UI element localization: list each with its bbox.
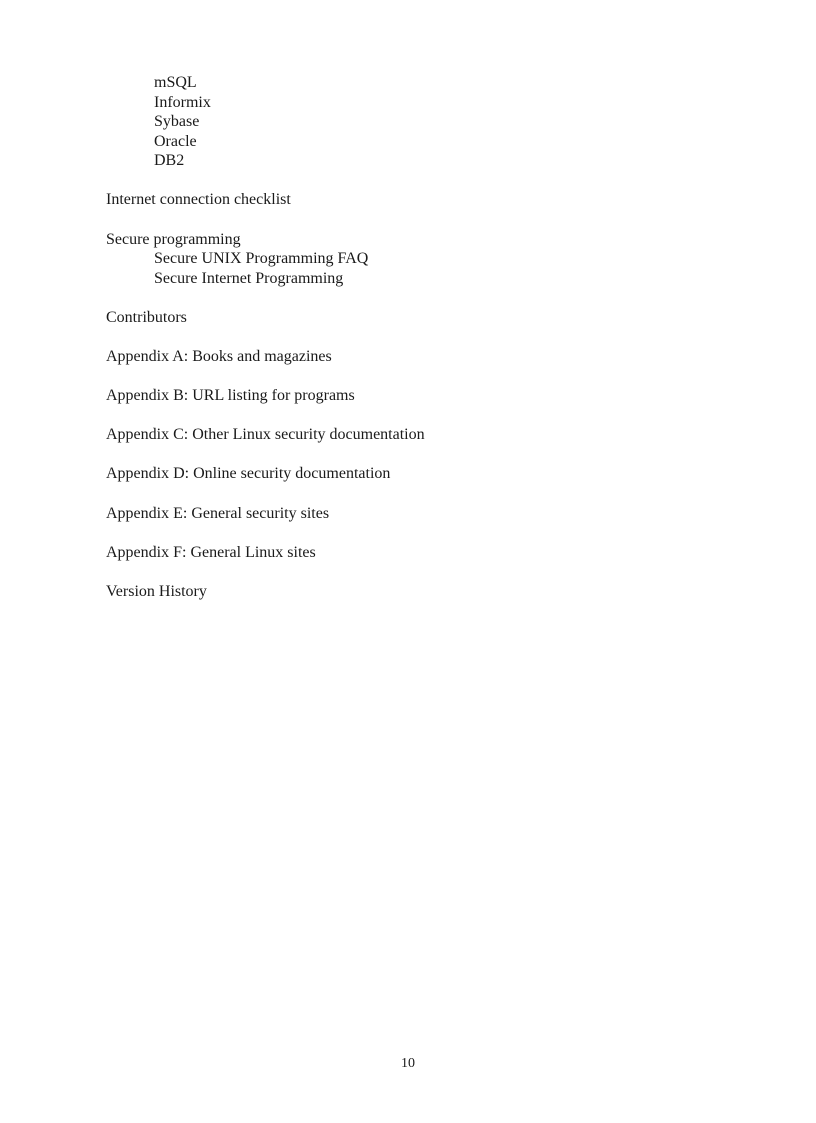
toc-item-appendix-f: Appendix F: General Linux sites <box>106 544 316 561</box>
toc-item-appendix-b: Appendix B: URL listing for programs <box>106 387 355 404</box>
toc-subitem-sybase: Sybase <box>154 113 200 130</box>
page-number: 10 <box>401 1056 415 1071</box>
toc-subitem-informix: Informix <box>154 94 211 111</box>
toc-item-appendix-d: Appendix D: Online security documentation <box>106 465 391 482</box>
toc-item-appendix-e: Appendix E: General security sites <box>106 505 330 522</box>
toc-item-appendix-a: Appendix A: Books and magazines <box>106 348 332 365</box>
toc-subitem-db2: DB2 <box>154 152 185 169</box>
toc-item-version-history: Version History <box>106 583 207 600</box>
toc-item-appendix-c: Appendix C: Other Linux security documentation <box>106 426 425 443</box>
toc-item-secure-programming: Secure programming <box>106 231 241 248</box>
toc-item-contributors: Contributors <box>106 309 187 326</box>
toc-item-internet-checklist: Internet connection checklist <box>106 191 291 208</box>
toc-subitem-oracle: Oracle <box>154 133 197 150</box>
toc-subitem-msql: mSQL <box>154 74 197 91</box>
toc-subitem-secure-unix-faq: Secure UNIX Programming FAQ <box>154 250 369 267</box>
toc-subitem-secure-internet-programming: Secure Internet Programming <box>154 270 344 287</box>
